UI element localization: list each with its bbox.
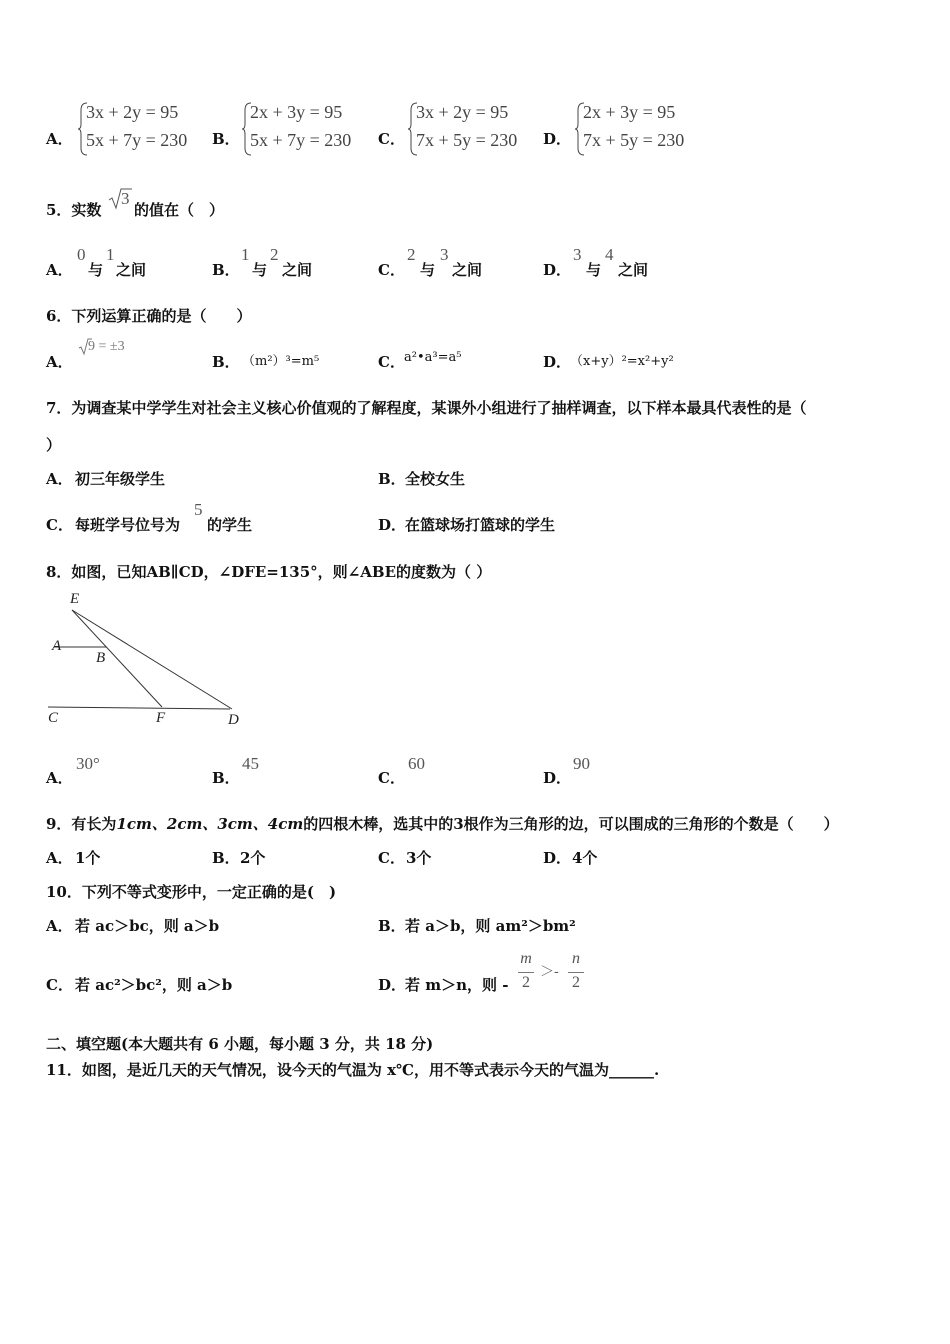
q4-option-b-eq1: 2x + 3y = 95 (250, 102, 343, 122)
q9-stem-lengths: 1cm、2cm、3cm、4cm (116, 815, 304, 833)
q7-option-b-text: 全校女生 (405, 470, 466, 488)
label-c: C (48, 710, 59, 726)
q5-option-d-label[interactable]: D． (543, 261, 572, 279)
q11-stem: 11．如图，是近几天的天气情况，设今天的气温为 x℃，用不等式表示今天的气温为______. (46, 1061, 660, 1079)
section-title-fill-in: 二、填空题(本大题共有 6 小题，每小题 3 分，共 18 分) (46, 1035, 434, 1053)
q10-option-c-label[interactable]: C． (46, 976, 73, 994)
q4-option-a-eq2: 5x + 7y = 230 (86, 130, 188, 150)
q6-option-d-text: （x+y）²=x²+y² (570, 354, 674, 369)
q5-option-c-mid: 与 (420, 261, 436, 279)
q10-option-d-num2: n (572, 950, 580, 967)
q7-option-c-label[interactable]: C． (46, 516, 73, 534)
q6-option-c-label[interactable]: C． (378, 353, 405, 371)
q7-option-b-label[interactable]: B． (378, 470, 406, 488)
q5-stem-suffix: 的值在（ ） (134, 201, 225, 219)
q5-option-d-mid: 与 (586, 261, 602, 279)
q4-option-c-system (408, 102, 538, 158)
q5-option-b-mid: 与 (252, 261, 268, 279)
q4-option-d-eq2: 7x + 5y = 230 (583, 130, 685, 150)
q7-stem-line1: 7．为调查某中学学生对社会主义核心价值观的了解程度，某课外小组进行了抽样调查，以下样本最具代表性的是（ (46, 399, 807, 417)
q9-option-d-text: 4个 (572, 849, 598, 867)
q4-option-c-eq2: 7x + 5y = 230 (416, 130, 518, 150)
label-d: D (228, 712, 239, 728)
q9-option-d-label[interactable]: D． (543, 849, 572, 867)
q10-option-a-label[interactable]: A． (46, 917, 73, 935)
q6-option-a-label[interactable]: A． (46, 353, 73, 371)
q8-option-a-label[interactable]: A． (46, 769, 73, 787)
q4-option-b-system (242, 102, 372, 158)
q10-option-d-fraction (518, 950, 588, 996)
q7-option-d-text: 在篮球场打篮球的学生 (405, 516, 556, 534)
q10-option-d-label[interactable]: D． (378, 976, 407, 994)
q8-figure (44, 588, 254, 734)
q9-stem-pre: 9．有长为 (46, 815, 117, 833)
q4-option-d-label[interactable]: D． (543, 130, 572, 148)
label-b: B (96, 650, 106, 666)
q7-option-a-label[interactable]: A． (46, 470, 73, 488)
q5-option-c-num1: 2 (407, 245, 416, 264)
q5-stem-prefix: 5．实数 (46, 201, 102, 219)
q7-option-c-num: 5 (194, 500, 203, 519)
q9-stem (46, 813, 839, 834)
q4-option-d-eq1: 2x + 3y = 95 (583, 102, 676, 122)
q5-option-b-tail: 之间 (282, 261, 313, 279)
q4-option-b-label[interactable]: B． (212, 130, 240, 148)
q9-option-c-text: 3个 (406, 849, 432, 867)
q8-option-c-value: 60 (408, 754, 425, 773)
q6-option-b-label[interactable]: B． (212, 353, 240, 371)
q8-option-b-label[interactable]: B． (212, 769, 240, 787)
q10-option-d-num1: m (520, 950, 532, 967)
q4-option-a-eq1: 3x + 2y = 95 (86, 102, 179, 122)
q6-option-b-text: （m²）³=m⁵ (242, 354, 320, 369)
q5-option-a-num1: 0 (77, 245, 86, 264)
q4-option-a-system (78, 102, 208, 158)
q7-option-a-text: 初三年级学生 (75, 470, 166, 488)
q10-option-b-text: 若 a＞b，则 am²＞bm² (405, 917, 576, 935)
q10-option-a-text: 若 ac＞bc，则 a＞b (75, 917, 220, 935)
geometry-figure (44, 588, 254, 734)
q10-option-d-relation: ＞- (540, 964, 559, 980)
q5-option-a-num2: 1 (106, 245, 115, 264)
q10-option-d-den2: 2 (572, 974, 580, 991)
q10-option-d-text-pre: 若 m＞n，则 - (405, 976, 509, 994)
q5-option-b-num1: 1 (241, 245, 250, 264)
q5-option-d-num1: 3 (573, 245, 582, 264)
fraction-bar (518, 972, 534, 973)
label-e: E (70, 591, 80, 607)
line-cd (48, 707, 230, 709)
q8-option-d-label[interactable]: D． (543, 769, 572, 787)
q10-option-d-den1: 2 (522, 974, 530, 991)
q5-option-c-tail: 之间 (452, 261, 483, 279)
q10-option-c-text: 若 ac²＞bc²，则 a＞b (75, 976, 233, 994)
q5-sqrt (108, 187, 132, 215)
q5-option-a-label[interactable]: A． (46, 261, 73, 279)
q8-option-a-value: 30° (76, 754, 100, 773)
q5-radicand: 3 (121, 189, 130, 208)
fraction-bar (568, 972, 584, 973)
q8-option-d-value: 90 (573, 754, 590, 773)
q10-stem: 10．下列不等式变形中，一定正确的是( ) (46, 883, 337, 901)
q5-option-c-num2: 3 (440, 245, 449, 264)
line-ef (72, 610, 162, 707)
q5-option-b-label[interactable]: B． (212, 261, 240, 279)
q5-option-a-mid: 与 (88, 261, 104, 279)
q8-option-c-label[interactable]: C． (378, 769, 405, 787)
q9-option-a-text: 1个 (75, 849, 101, 867)
q5-option-c-label[interactable]: C． (378, 261, 405, 279)
q8-stem: 8．如图，已知AB∥CD，∠DFE=135°，则∠ABE的度数为（ ） (46, 563, 492, 581)
label-a: A (52, 638, 62, 654)
q7-option-c-text-post: 的学生 (207, 516, 253, 534)
q4-option-b-eq2: 5x + 7y = 230 (250, 130, 352, 150)
q5-option-d-num2: 4 (605, 245, 614, 264)
q4-option-d-system (575, 102, 705, 158)
q9-option-a-label[interactable]: A． (46, 849, 73, 867)
q7-stem-line2: ） (46, 436, 62, 454)
q9-option-b-label[interactable]: B． (212, 849, 240, 867)
q7-option-d-label[interactable]: D． (378, 516, 407, 534)
q4-option-c-eq1: 3x + 2y = 95 (416, 102, 509, 122)
q6-stem: 6．下列运算正确的是（ ） (46, 307, 252, 325)
q7-option-c-text-pre: 每班学号位号为 (75, 516, 181, 534)
q4-option-c-label[interactable]: C． (378, 130, 405, 148)
label-f: F (156, 710, 166, 726)
q5-option-b-num2: 2 (270, 245, 279, 264)
q10-option-b-label[interactable]: B． (378, 917, 406, 935)
q6-option-c-text: a²•a³=a⁵ (404, 350, 462, 365)
q8-option-b-value: 45 (242, 754, 259, 773)
q5-option-d-tail: 之间 (618, 261, 649, 279)
q6-option-d-label[interactable]: D． (543, 353, 572, 371)
q5-option-a-tail: 之间 (116, 261, 147, 279)
q9-stem-post: 的四根木棒，选其中的3根作为三角形的边，可以围成的三角形的个数是（ ） (303, 815, 839, 833)
q9-option-b-text: 2个 (240, 849, 266, 867)
q6-option-a-text: 9 = ±3 (88, 339, 125, 354)
q4-option-a-label[interactable]: A． (46, 130, 73, 148)
q9-option-c-label[interactable]: C． (378, 849, 405, 867)
